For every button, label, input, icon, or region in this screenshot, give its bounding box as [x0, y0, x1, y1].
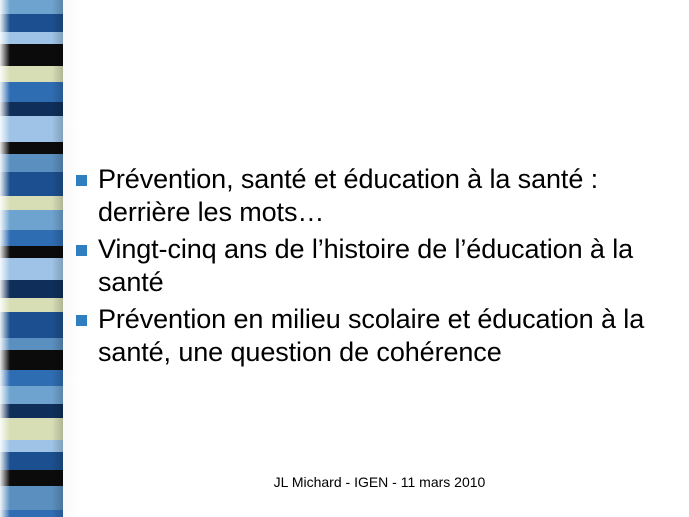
square-bullet-icon	[76, 315, 87, 326]
bullet-item	[76, 303, 666, 369]
stripe-highlight	[0, 0, 10, 517]
bullet-text: Vingt-cinq ans de l’histoire de l’éducation à la santé	[98, 234, 634, 297]
stripe-shading	[52, 0, 63, 517]
slide-footer: JL Michard - IGEN - 11 mars 2010	[273, 474, 486, 490]
bullet-item	[76, 163, 666, 229]
square-bullet-icon	[76, 175, 87, 186]
bullet-text: Prévention, santé et éducation à la santé : derrière les mots…	[98, 164, 599, 227]
bullet-item	[76, 233, 666, 299]
decorative-stripe-bar	[0, 0, 63, 517]
bullet-list	[76, 163, 666, 373]
square-bullet-icon	[76, 245, 87, 256]
bullet-text: Prévention en milieu scolaire et éducation à la santé, une question de cohérence	[98, 304, 645, 367]
